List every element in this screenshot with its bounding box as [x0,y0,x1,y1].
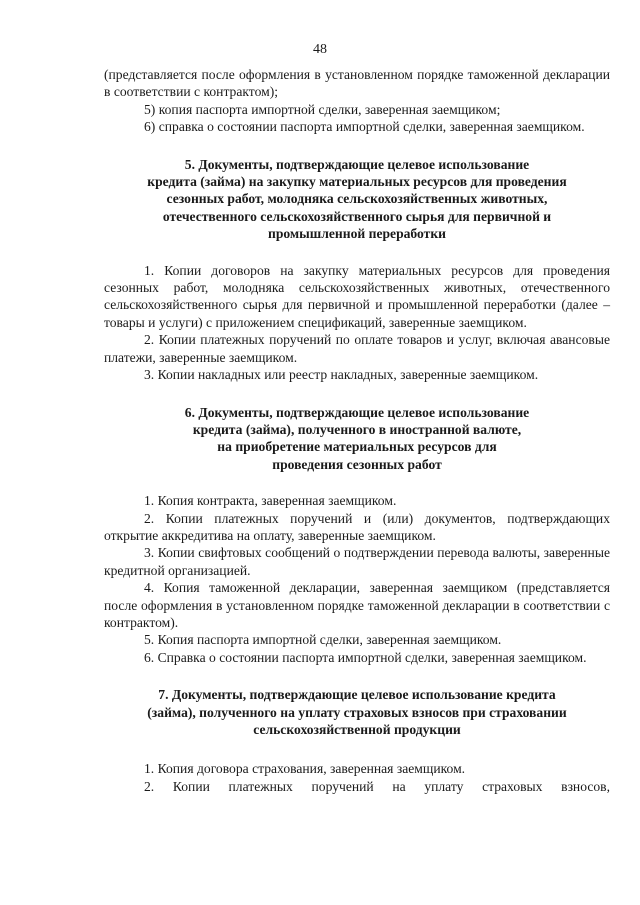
heading-line: промышленной переработки [267,226,447,242]
section-heading-7 [104,686,610,738]
paragraph: 3. Копии накладных или реестр накладных, заверенные заемщиком. [144,367,539,383]
paragraph: 5. Копия паспорта импортной сделки, заверенная заемщиком. [144,632,502,648]
document-body [104,66,610,795]
heading-line: 7. Документы, подтверждающие целевое использование кредита [158,687,556,703]
heading-line: отечественного сельскохозяйственного сырья для первичной и [162,208,552,224]
heading-line: кредита (займа), полученного в иностранной валюте, [192,421,522,437]
page-number: 48 [313,42,327,57]
heading-line: (займа), полученного на уплату страховых взносов при страховании [147,704,567,720]
paragraph: 6) справка о состоянии паспорта импортной сделки, заверенная заемщиком. [144,119,585,135]
paragraph: 2. Копии платежных поручений по оплате товаров и услуг, включая авансовые платежи, заверенные заемщиком. [104,332,610,365]
heading-line: проведения сезонных работ [272,456,442,472]
paragraph: 6. Справка о состоянии паспорта импортной сделки, заверенная заемщиком. [144,649,587,665]
paragraph: 2. Копии платежных поручений на уплату страховых взносов, [144,778,610,794]
heading-line: кредита (займа) на закупку материальных ресурсов для проведения [147,174,567,190]
paragraph: 5) копия паспорта импортной сделки, заверенная заемщиком; [144,101,501,117]
heading-line: сезонных работ, молодняка сельскохозяйственных животных, [166,191,548,207]
section-heading-5 [104,156,610,243]
paragraph: 3. Копии свифтовых сообщений о подтверждении перевода валюты, заверенные кредитной организацией. [104,545,610,578]
paragraph: 2. Копии платежных поручений и (или) документов, подтверждающих открытие аккредитива на оплату, заверенные заемщиком. [104,510,610,543]
heading-line: 6. Документы, подтверждающие целевое использование [184,404,530,420]
paragraph: 4. Копия таможенной декларации, заверенная заемщиком (представляется после оформления в установленном порядке таможенной декларации в соответствии с контрактом). [104,580,610,630]
heading-line: на приобретение материальных ресурсов для [217,439,497,455]
heading-line: 5. Документы, подтверждающие целевое использование [184,156,530,172]
section-heading-6 [104,404,610,474]
heading-line: сельскохозяйственной продукции [253,722,461,737]
paragraph: (представляется после оформления в установленном порядке таможенной декларации в соответствии с контрактом); [104,67,610,100]
paragraph: 1. Копия договора страхования, заверенная заемщиком. [144,761,466,777]
paragraph: 1. Копии договоров на закупку материальных ресурсов для проведения сезонных работ, молодняка сельскохозяйственных животных, отечественного сельскохозяйственного сырья для первичной и промышленной переработки (далее – товары и услуги) с приложением спецификаций, заверенные заемщиком. [104,262,610,330]
paragraph: 1. Копия контракта, заверенная заемщиком. [144,493,397,509]
